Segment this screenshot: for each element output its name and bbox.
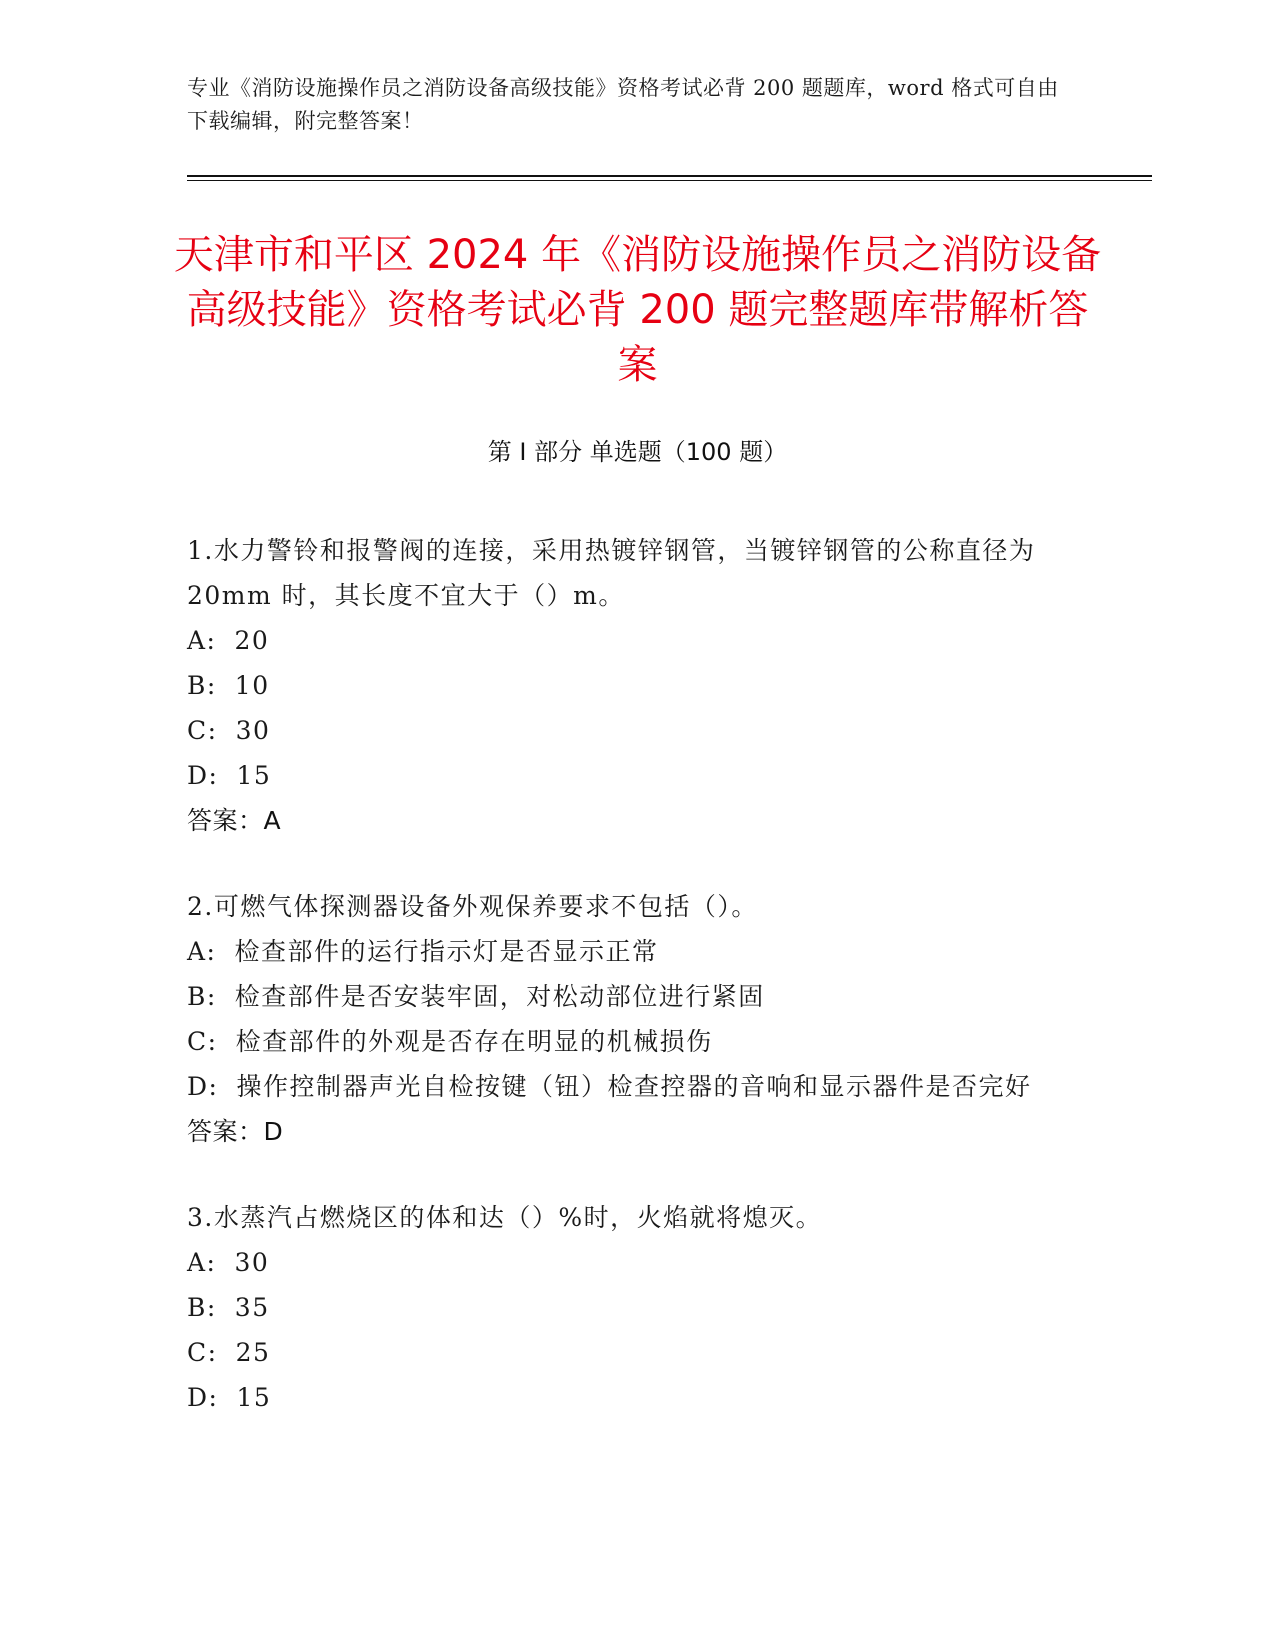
answer-line: 答案：A [187,806,282,835]
option-c [187,708,1077,753]
question-text: 1.水力警铃和报警阀的连接，采用热镀锌钢管，当镀锌钢管的公称直径为 20mm 时，其长度不宜大于（）m。 [187,536,1036,610]
document-title: 天津市和平区 2024 年《消防设施操作员之消防设备高级技能》资格考试必背 200 题完整题库带解析答案 [173,232,1102,388]
option-value: 检查部件的运行指示灯是否显示正常 [234,937,659,966]
section-heading: 第 I 部分 单选题（100 题） [487,438,788,466]
option-d [187,1064,1077,1109]
question-text: 2.可燃气体探测器设备外观保养要求不包括（）。 [187,892,758,921]
option-value: 15 [236,1383,272,1412]
header-note: 专业《消防设施操作员之消防设备高级技能》资格考试必背 200 题题库，word 格式可自由下载编辑，附完整答案！ [187,76,1059,133]
option-key: D: [187,1072,219,1101]
option-c [187,1330,1077,1375]
option-value: 操作控制器声光自检按键（钮）检查控器的音响和显示器件是否完好 [236,1072,1032,1101]
option-c [187,1019,1077,1064]
option-key: B: [187,982,217,1011]
option-key: A: [187,937,217,966]
option-value: 15 [236,761,272,790]
option-a [187,1240,1077,1285]
option-value: 30 [235,716,271,745]
option-value: 检查部件是否安装牢固，对松动部位进行紧固 [234,982,765,1011]
option-key: C: [187,1027,218,1056]
option-value: 20 [234,626,270,655]
answer-line: 答案：D [187,1117,284,1146]
question-2 [187,884,1077,1154]
option-value: 检查部件的外观是否存在明显的机械损伤 [235,1027,713,1056]
option-value: 25 [235,1338,271,1367]
option-value: 10 [234,671,270,700]
option-key: D: [187,1383,219,1412]
question-text: 3.水蒸汽占燃烧区的体和达（）%时，火焰就将熄灭。 [187,1203,823,1232]
option-key: B: [187,1293,217,1322]
option-b [187,1285,1077,1330]
header-rule-thin [187,180,1152,181]
question-list [187,528,1077,1461]
header-rule-thick [187,175,1152,177]
option-d [187,753,1077,798]
option-key: B: [187,671,217,700]
option-b [187,663,1077,708]
option-key: C: [187,716,218,745]
question-3 [187,1195,1077,1420]
option-a [187,618,1077,663]
option-d [187,1375,1077,1420]
option-key: C: [187,1338,218,1367]
option-key: D: [187,761,219,790]
option-value: 30 [234,1248,270,1277]
question-1 [187,528,1077,843]
option-value: 35 [234,1293,270,1322]
option-b [187,974,1077,1019]
option-key: A: [187,626,217,655]
option-key: A: [187,1248,217,1277]
option-a [187,929,1077,974]
